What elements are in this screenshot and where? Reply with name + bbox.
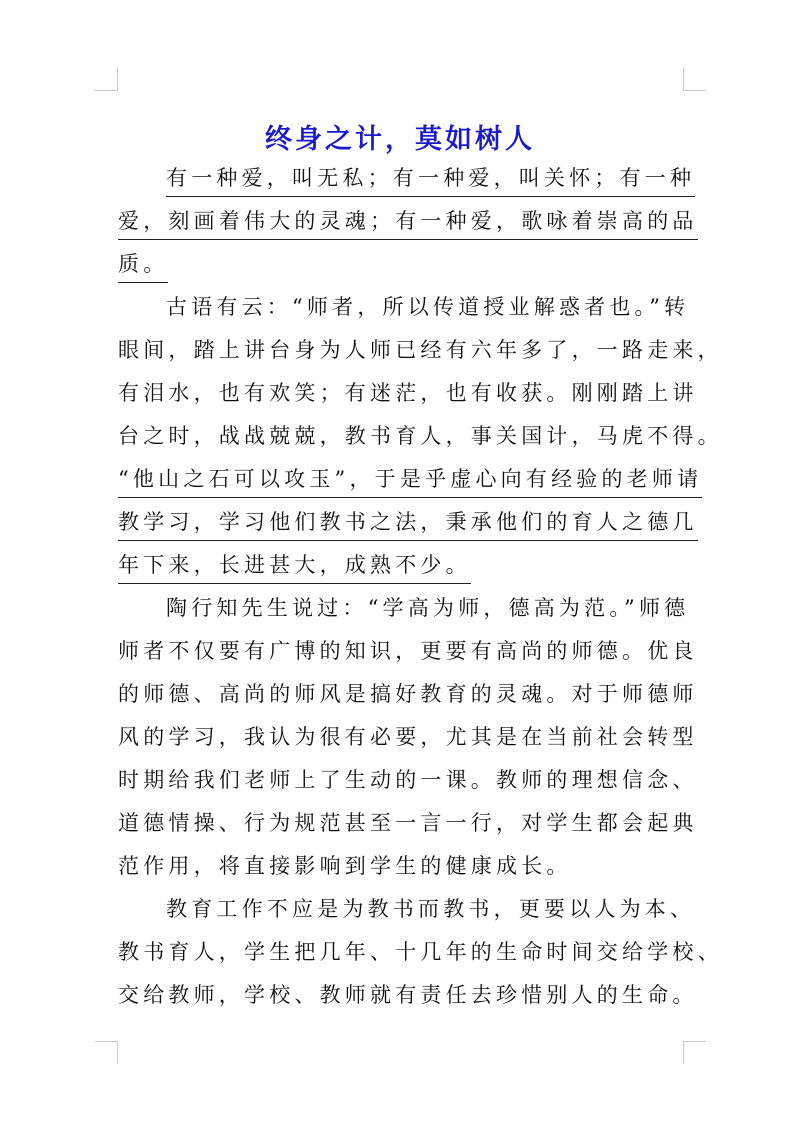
paragraph-3-line-6: 道德情操、行为规范甚至一言一行，对学生都会起典 <box>118 811 698 835</box>
paragraph-2-line-4: 台之时，战战兢兢，教书育人，事关国计，马虎不得。 <box>118 424 723 448</box>
paragraph-2-line-1: 古语有云：“师者，所以传道授业解惑者也。”转 <box>166 295 690 319</box>
paragraph-3-line-4: 风的学习，我认为很有必要，尤其是在当前社会转型 <box>118 725 698 749</box>
paragraph-2-line-7: 年下来，长进甚大，成熟不少。 <box>118 545 682 588</box>
paragraph-4-line-2: 教书育人，学生把几年、十几年的生命时间交给学校、 <box>118 940 723 964</box>
paragraph-4-line-3: 交给教师，学校、教师就有责任去珍惜别人的生命。 <box>118 983 698 1007</box>
paragraph-1-line-1: 有一种爱，叫无私；有一种爱，叫关怀；有一种 <box>118 158 682 201</box>
margin-corner-mark-top-right <box>683 68 706 91</box>
paragraph-1-line-3: 质。 <box>118 244 682 287</box>
document-title: 终身之计，莫如树人 <box>265 124 535 156</box>
paragraph-3-line-3: 的师德、高尚的师风是搞好教育的灵魂。对于师德师 <box>118 682 698 706</box>
margin-corner-mark-bottom-right <box>683 1041 706 1064</box>
document-body <box>118 158 723 1018</box>
paragraph-2-line-5: “他山之石可以攻玉”，于是乎虚心向有经验的老师请 <box>118 459 682 502</box>
paragraph-3-line-5: 时期给我们老师上了生动的一课。教师的理想信念、 <box>118 768 698 792</box>
paragraph-4-line-1: 教育工作不应是为教书而教书，更要以人为本、 <box>166 897 696 921</box>
paragraph-2-line-6: 教学习，学习他们教书之法，秉承他们的育人之德几 <box>118 502 682 545</box>
paragraph-3-line-7: 范作用，将直接影响到学生的健康成长。 <box>118 854 572 878</box>
paragraph-2-line-3: 有泪水，也有欢笑；有迷茫，也有收获。刚刚踏上讲 <box>118 381 698 405</box>
margin-corner-mark-top-left <box>95 68 118 91</box>
paragraph-2-line-2: 眼间，踏上讲台身为人师已经有六年多了，一路走来， <box>118 338 723 362</box>
paragraph-1-line-2: 爱，刻画着伟大的灵魂；有一种爱，歌咏着崇高的品 <box>118 201 682 244</box>
paragraph-3-line-2: 师者不仅要有广博的知识，更要有高尚的师德。优良 <box>118 639 698 663</box>
margin-corner-mark-bottom-left <box>95 1041 118 1064</box>
paragraph-3-line-1: 陶行知先生说过：“学高为师，德高为范。”师德 <box>166 596 690 620</box>
